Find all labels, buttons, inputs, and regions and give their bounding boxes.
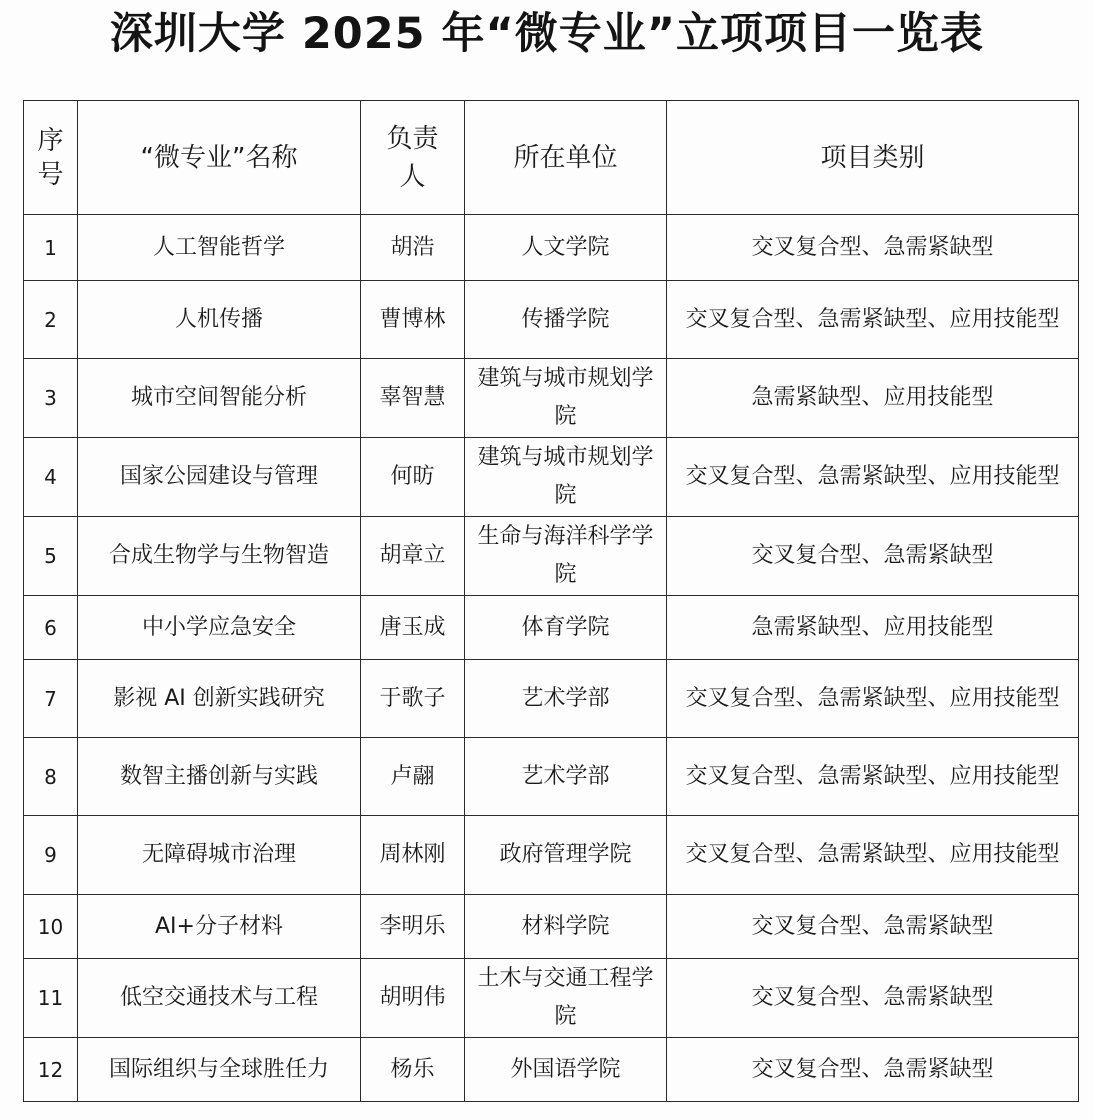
header-lead: 负责人 [361, 101, 465, 215]
header-unit: 所在单位 [465, 101, 667, 215]
cell-type: 交叉复合型、急需紧缺型 [667, 1038, 1079, 1102]
table-row [24, 959, 1079, 1038]
cell-lead: 唐玉成 [361, 596, 465, 660]
cell-name: AI+分子材料 [78, 895, 361, 959]
cell-seq: 3 [24, 359, 78, 438]
cell-name: 合成生物学与生物智造 [78, 517, 361, 596]
table-row [24, 215, 1079, 281]
cell-type: 交叉复合型、急需紧缺型 [667, 959, 1079, 1038]
document-title: 深圳大学 2025 年“微专业”立项项目一览表 [109, 9, 985, 59]
cell-type: 交叉复合型、急需紧缺型、应用技能型 [667, 738, 1079, 816]
cell-type: 交叉复合型、急需紧缺型 [667, 895, 1079, 959]
table-row [24, 438, 1079, 517]
table-row [24, 895, 1079, 959]
cell-name: 人工智能哲学 [78, 215, 361, 281]
projects-table [23, 100, 1079, 1102]
cell-lead: 胡浩 [361, 215, 465, 281]
cell-type: 交叉复合型、急需紧缺型、应用技能型 [667, 816, 1079, 895]
cell-lead: 胡明伟 [361, 959, 465, 1038]
cell-name: 无障碍城市治理 [78, 816, 361, 895]
cell-type: 交叉复合型、急需紧缺型、应用技能型 [667, 438, 1079, 517]
cell-seq: 9 [24, 816, 78, 895]
cell-seq: 6 [24, 596, 78, 660]
cell-unit: 艺术学部 [465, 660, 667, 738]
cell-lead: 曹博林 [361, 281, 465, 359]
cell-unit: 体育学院 [465, 596, 667, 660]
table-row [24, 596, 1079, 660]
cell-type: 交叉复合型、急需紧缺型、应用技能型 [667, 660, 1079, 738]
cell-type: 交叉复合型、急需紧缺型 [667, 215, 1079, 281]
cell-name: 影视 AI 创新实践研究 [78, 660, 361, 738]
cell-unit: 艺术学部 [465, 738, 667, 816]
table-row [24, 517, 1079, 596]
cell-lead: 于歌子 [361, 660, 465, 738]
cell-unit: 土木与交通工程学院 [465, 959, 667, 1038]
cell-name: 低空交通技术与工程 [78, 959, 361, 1038]
cell-name: 人机传播 [78, 281, 361, 359]
cell-lead: 周林刚 [361, 816, 465, 895]
cell-lead: 何昉 [361, 438, 465, 517]
cell-name: 国际组织与全球胜任力 [78, 1038, 361, 1102]
cell-seq: 2 [24, 281, 78, 359]
cell-name: 国家公园建设与管理 [78, 438, 361, 517]
table-row [24, 660, 1079, 738]
cell-unit: 人文学院 [465, 215, 667, 281]
header-name: “微专业”名称 [78, 101, 361, 215]
table-row [24, 281, 1079, 359]
cell-name: 城市空间智能分析 [78, 359, 361, 438]
table-header-row [24, 101, 1079, 215]
cell-lead: 辜智慧 [361, 359, 465, 438]
table-row [24, 359, 1079, 438]
cell-seq: 10 [24, 895, 78, 959]
cell-unit: 建筑与城市规划学院 [465, 359, 667, 438]
cell-seq: 7 [24, 660, 78, 738]
cell-type: 急需紧缺型、应用技能型 [667, 359, 1079, 438]
cell-type: 交叉复合型、急需紧缺型 [667, 517, 1079, 596]
cell-type: 急需紧缺型、应用技能型 [667, 596, 1079, 660]
cell-lead: 杨乐 [361, 1038, 465, 1102]
cell-seq: 8 [24, 738, 78, 816]
cell-unit: 生命与海洋科学学院 [465, 517, 667, 596]
cell-seq: 11 [24, 959, 78, 1038]
cell-seq: 4 [24, 438, 78, 517]
table-row [24, 1038, 1079, 1102]
cell-unit: 传播学院 [465, 281, 667, 359]
cell-seq: 1 [24, 215, 78, 281]
cell-unit: 政府管理学院 [465, 816, 667, 895]
cell-unit: 材料学院 [465, 895, 667, 959]
cell-lead: 李明乐 [361, 895, 465, 959]
header-seq: 序号 [24, 101, 78, 215]
cell-type: 交叉复合型、急需紧缺型、应用技能型 [667, 281, 1079, 359]
header-type: 项目类别 [667, 101, 1079, 215]
cell-unit: 外国语学院 [465, 1038, 667, 1102]
table-row [24, 738, 1079, 816]
cell-seq: 5 [24, 517, 78, 596]
cell-seq: 12 [24, 1038, 78, 1102]
cell-name: 数智主播创新与实践 [78, 738, 361, 816]
cell-lead: 胡章立 [361, 517, 465, 596]
cell-name: 中小学应急安全 [78, 596, 361, 660]
cell-lead: 卢翮 [361, 738, 465, 816]
cell-unit: 建筑与城市规划学院 [465, 438, 667, 517]
table-row [24, 816, 1079, 895]
